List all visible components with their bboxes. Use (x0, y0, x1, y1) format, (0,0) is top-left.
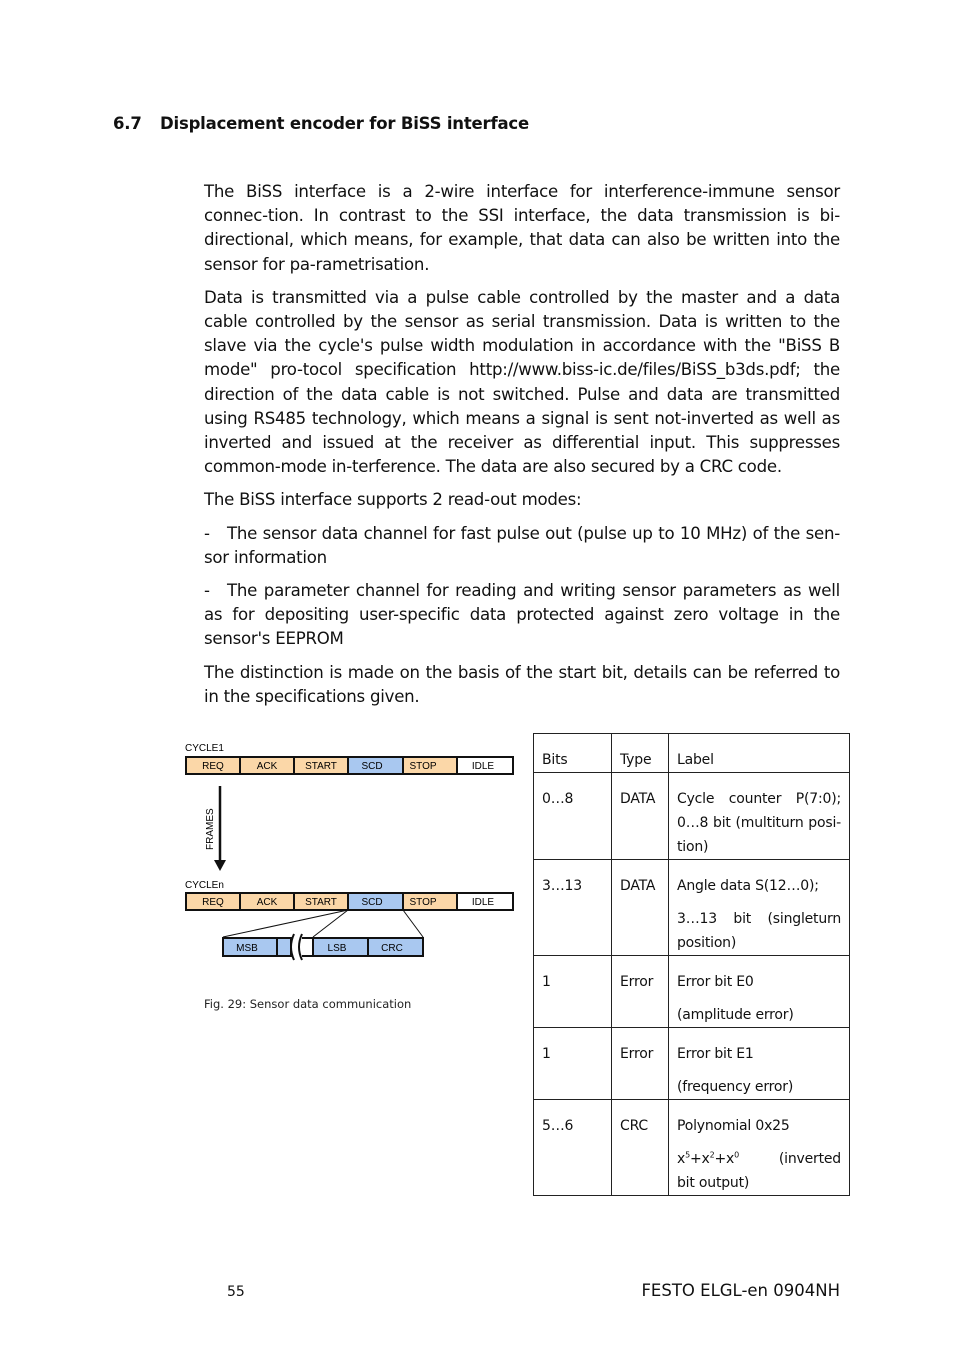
list-item (204, 579, 840, 652)
lsb-label: LSB (327, 943, 347, 954)
table-header-row (534, 734, 850, 773)
page-number: 55 (227, 1284, 245, 1300)
idle-label: IDLE (471, 761, 495, 772)
exponent: 2 (709, 1150, 715, 1160)
label-text: Error bit E0 (677, 974, 754, 990)
crc-formula: $x^5+x^2+x^0$ (inverted bit output) (677, 1150, 841, 1191)
label-cell (669, 1100, 850, 1196)
label-text: Error bit E1 (677, 1046, 754, 1062)
stop-label: STOP (409, 897, 437, 908)
bits-cell: 3…13 (534, 860, 612, 956)
type-cell: DATA (612, 860, 669, 956)
req-label: REQ (202, 897, 224, 908)
cyclen-frame (186, 893, 513, 910)
list-item-text: The sensor data channel for fast pulse out (pulse up to 10 MHz) of the sen-sor information (204, 523, 840, 567)
document-id: FESTO ELGL-en 0904NH (641, 1281, 840, 1300)
idle-label: IDLE (471, 897, 495, 908)
table-row (534, 1028, 850, 1100)
req-label: REQ (202, 761, 224, 772)
expand-line-right (403, 910, 423, 937)
scd-label: SCD (361, 897, 383, 908)
section-title: Displacement encoder for BiSS interface (160, 114, 529, 133)
formula-note: (inverted bit output) (677, 1151, 841, 1191)
type-cell: DATA (612, 773, 669, 860)
bits-cell: 1 (534, 1028, 612, 1100)
formula-base: x (701, 1151, 710, 1167)
start-label: START (305, 761, 337, 772)
msb-label: MSB (236, 943, 258, 954)
type-cell: Error (612, 1028, 669, 1100)
bullet-marker: - (204, 523, 210, 543)
frames-label: FRAMES (205, 808, 216, 850)
section-number: 6.7 (113, 114, 142, 133)
list-item-text: The parameter channel for reading and writing sensor parameters as well as for depositing user-specific data protected against zero voltage in the sensor's EEPROM (204, 581, 840, 649)
scd-detail (223, 934, 423, 960)
start-label: START (305, 897, 337, 908)
bits-cell: 1 (534, 956, 612, 1028)
exponent: 0 (734, 1150, 740, 1160)
ack-label: ACK (256, 761, 278, 772)
crc-label: CRC (381, 943, 403, 954)
column-header: Label (669, 734, 850, 773)
label-text: Cycle counter P(7:0); 0…8 bit (multiturn posi-tion) (677, 791, 841, 855)
section-heading (113, 114, 529, 133)
sensor-data-diagram (180, 738, 520, 978)
ack-label: ACK (256, 897, 278, 908)
cycle1-label: CYCLE1 (185, 743, 224, 754)
cycle1-frame (186, 757, 513, 774)
cyclen-label: CYCLEn (185, 880, 224, 891)
bullet-marker: - (204, 581, 210, 601)
table-row (534, 956, 850, 1028)
label-text: (frequency error) (677, 1079, 794, 1095)
paragraph: The distinction is made on the basis of the start bit, details can be referred to in the specifications given. (204, 662, 840, 706)
figure-caption: Fig. 29: Sensor data communication (204, 997, 412, 1011)
down-arrow-icon (214, 860, 226, 871)
column-header: Type (612, 734, 669, 773)
table-row (534, 1100, 850, 1196)
label-text: (amplitude error) (677, 1007, 794, 1023)
paragraph: The BiSS interface supports 2 read-out modes: (204, 490, 582, 510)
paragraph: Data is transmitted via a pulse cable controlled by the master and a data cable controlled by the sensor as serial transmission. Data is written to the slave via the cycle's pulse width modulation in accordance with the "BiSS B mode" pro-tocol specification http://www.biss-ic.de/files/BiSS_b3ds.pdf; the direction of the data cable is not switched. Pulse and data are transmitted using RS485 technology, which means a signal is sent not-inverted as well as inverted and issued at the receiver as differential input. This suppresses common-mode in-terference. The data are also secured by a CRC code. (204, 287, 840, 477)
bits-cell: 0…8 (534, 773, 612, 860)
scd-label: SCD (361, 761, 383, 772)
label-cell (669, 773, 850, 860)
table-row (534, 860, 850, 956)
label-text: Angle data S(12…0); (677, 878, 819, 894)
bits-cell: 5…6 (534, 1100, 612, 1196)
type-cell: CRC (612, 1100, 669, 1196)
label-text: Polynomial 0x25 (677, 1118, 790, 1134)
paragraph: The BiSS interface is a 2-wire interface for interference-immune sensor connec-tion. In contrast to the SSI interface, the data transmission is bi-directional, which means, for example, that data can also be written into the sensor for pa-rametrisation. (204, 182, 840, 274)
formula-base: x (726, 1151, 735, 1167)
list-item (204, 522, 840, 570)
label-cell (669, 956, 850, 1028)
table-row (534, 773, 850, 860)
column-header: Bits (534, 734, 612, 773)
bit-table (533, 733, 850, 1196)
label-cell (669, 1028, 850, 1100)
label-text: 3…13 bit (singleturn position) (677, 911, 841, 951)
exponent: 5 (685, 1150, 690, 1160)
gap-block (277, 938, 291, 956)
label-cell (669, 860, 850, 956)
body-text (204, 180, 840, 718)
formula-base: x (677, 1151, 686, 1167)
expand-line-left (223, 910, 348, 937)
type-cell: Error (612, 956, 669, 1028)
stop-label: STOP (409, 761, 437, 772)
